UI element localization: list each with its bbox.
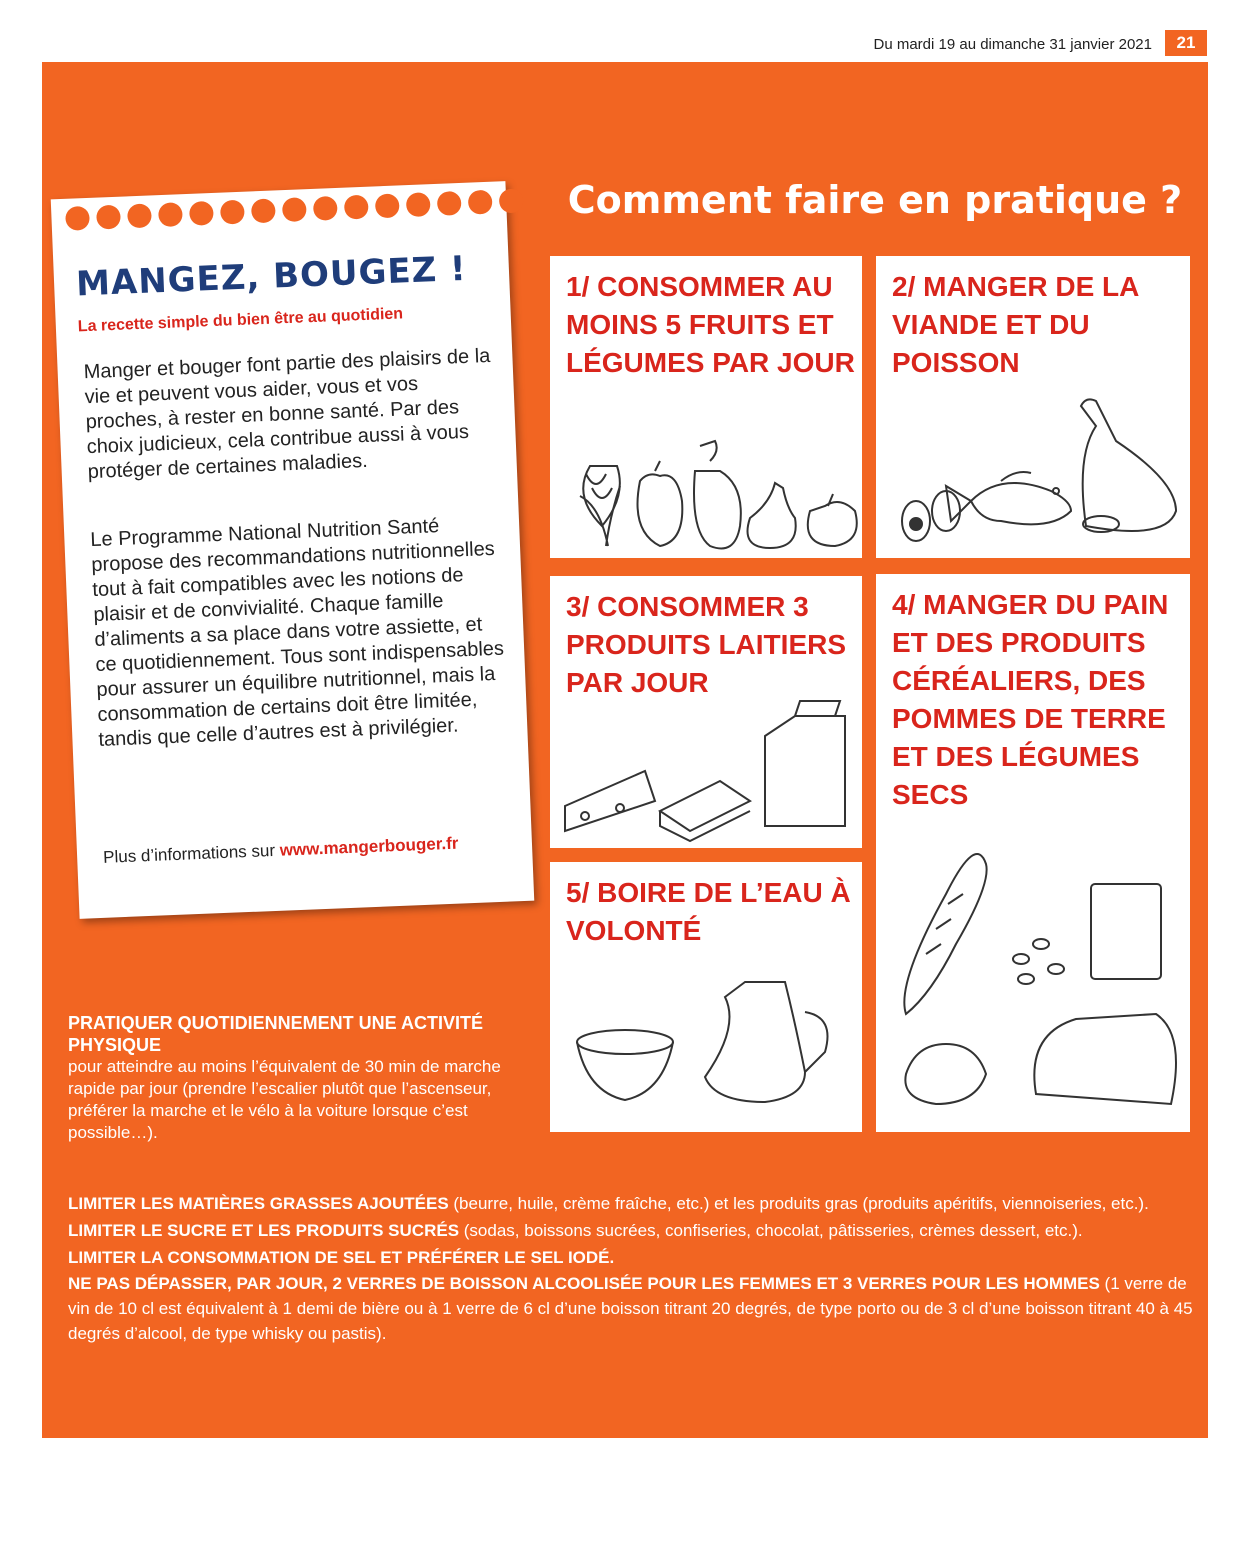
note-paragraph-1: Manger et bouger font partie des plaisirs de la vie et peuvent vous aider, vous et vos proches, à rester en bonne santé. Par des choix judicieux, cela contribue aussi à vous protéger de certaines maladies.	[83, 344, 491, 484]
tip-box-water	[550, 862, 862, 1132]
jug-bowl-icon	[550, 862, 862, 1132]
limit-item: LIMITER LES MATIÈRES GRASSES AJOUTÉES (beurre, huile, crème fraîche, etc.) et les produits gras (produits apéritifs, viennoiseries, etc.).	[68, 1194, 1149, 1213]
tip-title-4: 4/ MANGER DU PAIN ET DES PRODUITS CÉRÉALIERS, DES POMMES DE TERRE ET DES LÉGUMES SECS	[892, 589, 1169, 810]
tip-box-fruits-vegetables	[550, 256, 862, 558]
notepad-card	[51, 181, 535, 919]
physical-activity-block	[68, 1012, 538, 1144]
activity-text: pour atteindre au moins l’équivalent de 30 min de marche rapide par jour (prendre l’escalier plutôt que l’ascenseur, préférer la marche et le vélo à la voiture lorsque c’est possible…).	[68, 1057, 501, 1142]
section-title: Comment faire en pratique ?	[567, 178, 1183, 222]
bread-potatoes-legumes-icon	[876, 574, 1190, 1132]
tip-box-dairy	[550, 576, 862, 848]
limit-item: NE PAS DÉPASSER, PAR JOUR, 2 VERRES DE BOISSON ALCOOLISÉE POUR LES FEMMES ET 3 VERRES POUR LES HOMMES (1 verre de vin de 10 cl est équivalent à 1 demi de bière ou à 1 verre de 6 cl d’une boisson titrant 20 degrés, de type porto ou de 3 cl d’une boisson titrant 40 à 45 degrés d’alcool, de type whisky ou pastis).	[68, 1274, 1193, 1343]
tip-title-5: 5/ BOIRE DE L’EAU À VOLONTÉ	[566, 877, 851, 946]
page-number: 21	[1165, 30, 1207, 56]
tip-box-meat-fish	[876, 256, 1190, 558]
limit-item: LIMITER LA CONSOMMATION DE SEL ET PRÉFÉRER LE SEL IODÉ.	[68, 1248, 615, 1267]
meat-fish-egg-icon	[876, 256, 1190, 558]
tip-title-1: 1/ CONSOMMER AU MOINS 5 FRUITS ET LÉGUMES PAR JOUR	[566, 271, 855, 378]
note-subtitle: La recette simple du bien être au quotidien	[77, 305, 404, 336]
tip-title-2: 2/ MANGER DE LA VIANDE ET DU POISSON	[892, 271, 1139, 378]
activity-heading: PRATIQUER QUOTIDIENNEMENT UNE ACTIVITÉ PHYSIQUE	[68, 1013, 484, 1055]
more-info-label: Plus d’informations sur	[102, 840, 276, 867]
note-paragraph-2: Le Programme National Nutrition Santé propose des recommandations nutritionnelles tout à fait compatibles avec les notions de plaisir et de convivialité. Chaque famille d’aliments a sa place dans votre assiette, et ce quotidiennement. Tous sont indispensables pour assurer un équilibre nutritionnel, mais la consommation de certains doit être limitée, tandis que celle d’autres est à privilégier.	[89, 515, 505, 751]
website-link[interactable]: www.mangerbouger.fr	[279, 833, 459, 860]
note-more-info	[103, 834, 459, 868]
limit-item: LIMITER LE SUCRE ET LES PRODUITS SUCRÉS (sodas, boissons sucrées, confiseries, chocolat, pâtisseries, crèmes dessert, etc.).	[68, 1221, 1083, 1240]
fruits-vegetables-icon	[550, 256, 862, 558]
limits-list	[68, 1190, 1198, 1346]
note-title: MANGEZ, BOUGEZ !	[75, 248, 468, 305]
cheese-butter-milk-icon	[550, 576, 862, 848]
tip-box-bread-cereals	[876, 574, 1190, 1132]
tip-title-3: 3/ CONSOMMER 3 PRODUITS LAITIERS PAR JOUR	[566, 591, 847, 698]
date-range: Du mardi 19 au dimanche 31 janvier 2021	[873, 36, 1152, 53]
